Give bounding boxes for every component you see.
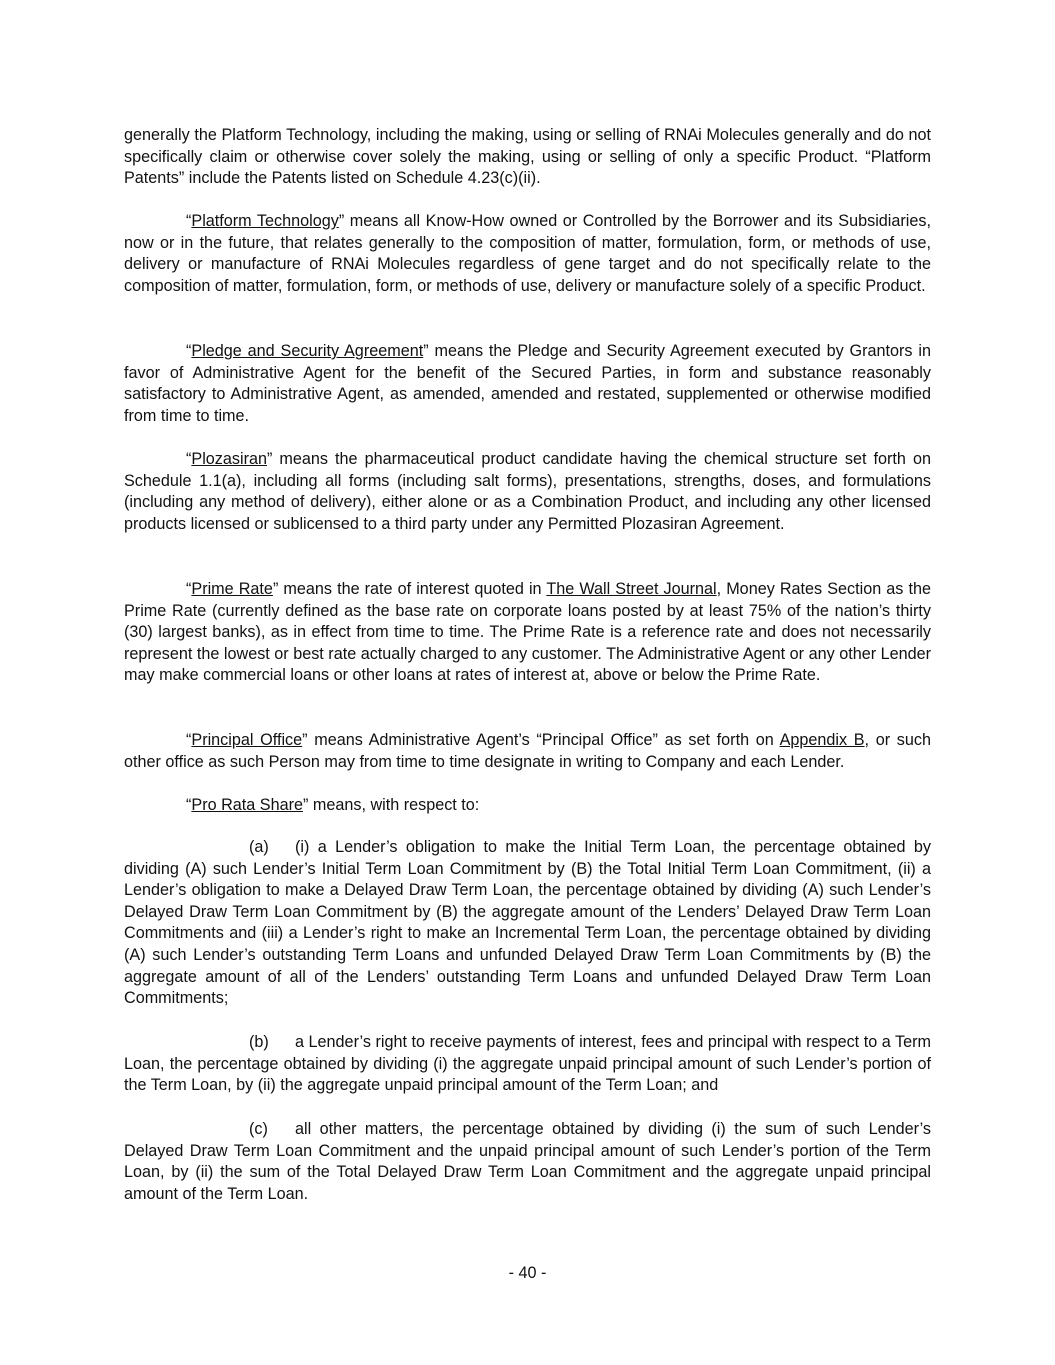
definition-principal-office: “Principal Office” means Administrative Agent’s “Principal Office” as set forth on Appendix B, or such other office as such Person may from time to time designate in writing to Company and each Lender. — [124, 731, 931, 771]
defined-term: Pro Rata Share — [191, 796, 303, 814]
defined-term: Principal Office — [191, 731, 303, 749]
platform-patents-continuation: generally the Platform Technology, including the making, using or selling of RNAi Molecules generally and do not specifically claim or otherwise cover solely the making, using or selling of only a specific Product. “Platform Patents” include the Patents listed on Schedule 4.23(c)(ii). — [124, 126, 931, 188]
definition-platform-technology: “Platform Technology” means all Know-How owned or Controlled by the Borrower and its Subsidiaries, now or in the future, that relates generally to the composition of matter, formulation, form, or methods of use, delivery or manufacture of RNAi Molecules regardless of gene target and do not specifically relate to the composition of matter, formulation, form, or methods of use, delivery or manufacture solely of a specific Product. — [124, 212, 931, 295]
clause-b: (b) a Lender’s right to receive payments of interest, fees and principal with respect to a Term Loan, the percentage obtained by dividing (i) the aggregate unpaid principal amount of such Lender’s portion of the Term Loan, by (ii) the aggregate unpaid principal amount of the Term Loan; and — [124, 1033, 931, 1095]
clause-label: (b) — [249, 1033, 269, 1051]
definition-prime-rate: “Prime Rate” means the rate of interest quoted in The Wall Street Journal, Money Rates Section as the Prime Rate (currently defined as the base rate on corporate loans posted by at least 75% of the nation’s thirty (30) largest banks), as in effect from time to time. The Prime Rate is a reference rate and does not necessarily represent the lowest or best rate actually charged to any customer. The Administrative Agent or any other Lender may make commercial loans or other loans at rates of interest at, above or below the Prime Rate. — [124, 580, 931, 685]
clause-c: (c) all other matters, the percentage obtained by dividing (i) the sum of such Lender’s Delayed Draw Term Loan Commitment and the unpaid principal amount of such Lender’s portion of the Term Loan, by (ii) the sum of the Total Delayed Draw Term Loan Commitment and the aggregate unpaid principal amount of the Term Loan. — [124, 1120, 931, 1203]
page-number: - 40 - — [508, 1264, 547, 1282]
publication-name: The Wall Street Journal — [546, 580, 717, 598]
clause-a: (a) (i) a Lender’s obligation to make the Initial Term Loan, the percentage obtained by dividing (A) such Lender’s Initial Term Loan Commitment by (B) the Total Initial Term Loan Commitment, (ii) a Lender’s obligation to make a Delayed Draw Term Loan, the percentage obtained by dividing (A) such Lender’s Delayed Draw Term Loan Commitment by (B) the aggregate amount of the Lenders’ Delayed Draw Term Loan Commitments and (iii) a Lender’s right to make an Incremental Term Loan, the percentage obtained by dividing (A) such Lender’s outstanding Term Loans and unfunded Delayed Draw Term Loan Commitments by (B) the aggregate amount of all of the Lenders’ outstanding Term Loans and unfunded Delayed Draw Term Loan Commitments; — [124, 838, 931, 1008]
defined-term: Plozasiran — [191, 450, 267, 468]
defined-term: Prime Rate — [191, 580, 273, 598]
clause-label: (c) — [249, 1120, 268, 1138]
defined-term: Platform Technology — [191, 212, 339, 230]
definition-pledge-security-agreement: “Pledge and Security Agreement” means the Pledge and Security Agreement executed by Grantors in favor of Administrative Agent for the benefit of the Secured Parties, in form and substance reasonably satisfactory to Administrative Agent, as amended, amended and restated, supplemented or otherwise modified from time to time. — [124, 342, 931, 425]
definition-pro-rata-share: “Pro Rata Share” means, with respect to: — [186, 796, 480, 814]
definition-plozasiran: “Plozasiran” means the pharmaceutical product candidate having the chemical structure set forth on Schedule 1.1(a), including all forms (including salt forms), presentations, strengths, doses, and formulations (including any method of delivery), either alone or as a Combination Product, and including any other licensed products licensed or sublicensed to a third party under any Permitted Plozasiran Agreement. — [124, 450, 931, 533]
defined-term: Pledge and Security Agreement — [191, 342, 424, 360]
clause-label: (a) — [249, 838, 269, 856]
appendix-reference: Appendix B — [779, 731, 865, 749]
